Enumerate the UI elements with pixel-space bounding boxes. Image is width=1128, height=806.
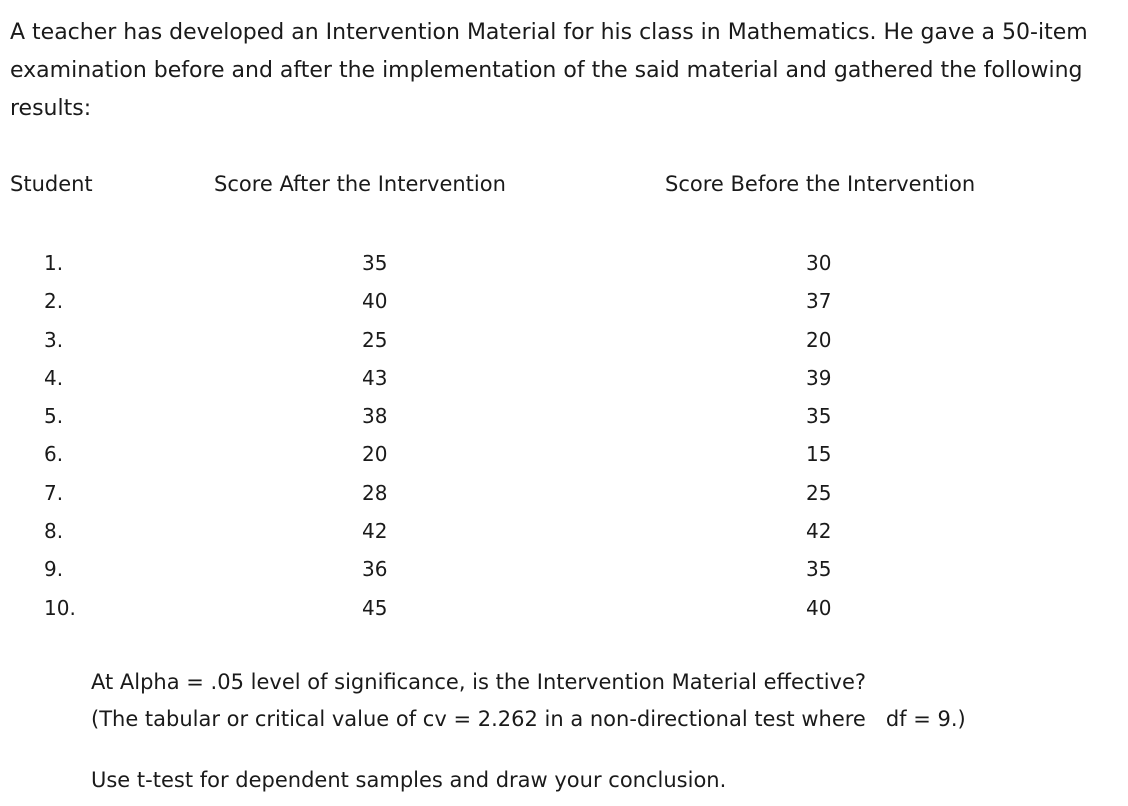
table-row — [0, 437, 1128, 475]
student-number: 6. — [44, 442, 64, 467]
score-after: 20 — [362, 442, 388, 467]
instruction-line: Use t-test for dependent samples and draw your conclusion. — [91, 768, 727, 792]
problem-statement: A teacher has developed an Intervention Material for his class in Mathematics. He gave a 50-item examination before and after the implementation of the said material and gathered the following results: — [10, 20, 1088, 121]
score-after: 25 — [362, 327, 388, 352]
score-before: 42 — [806, 519, 832, 544]
student-number: 2. — [44, 289, 64, 314]
question-line-critical-value: (The tabular or critical value of cv = 2.262 in a non-directional test where df = 9.) — [91, 707, 966, 731]
table-row — [0, 591, 1128, 629]
score-before: 35 — [806, 404, 832, 429]
table-row — [0, 552, 1128, 590]
score-after: 35 — [362, 251, 388, 275]
score-before: 35 — [806, 557, 832, 582]
table-row — [0, 284, 1128, 322]
header-score-before: Score Before the Intervention — [665, 172, 976, 196]
scores-table — [0, 246, 1128, 629]
score-before: 25 — [806, 480, 832, 505]
question-line-alpha: At Alpha = .05 level of significance, is the Intervention Material effective? — [91, 670, 867, 694]
score-after: 45 — [362, 595, 388, 620]
score-before: 39 — [806, 365, 832, 390]
header-student: Student — [10, 172, 93, 196]
table-row — [0, 361, 1128, 399]
question-block — [91, 664, 966, 738]
student-number: 9. — [44, 557, 64, 582]
table-row — [0, 246, 1128, 284]
student-number: 3. — [44, 327, 64, 352]
table-row — [0, 323, 1128, 361]
score-before: 20 — [806, 327, 832, 352]
score-after: 28 — [362, 480, 388, 505]
score-before: 30 — [806, 251, 832, 275]
student-number: 4. — [44, 365, 64, 390]
score-before: 37 — [806, 289, 832, 314]
score-after: 43 — [362, 365, 388, 390]
student-number: 8. — [44, 519, 64, 544]
student-number: 10. — [44, 595, 76, 620]
table-row — [0, 514, 1128, 552]
student-number: 1. — [44, 251, 64, 275]
table-row — [0, 476, 1128, 514]
score-after: 40 — [362, 289, 388, 314]
score-after: 42 — [362, 519, 388, 544]
score-after: 36 — [362, 557, 388, 582]
header-score-after: Score After the Intervention — [214, 172, 506, 196]
student-number: 5. — [44, 404, 64, 429]
score-before: 40 — [806, 595, 832, 620]
student-number: 7. — [44, 480, 64, 505]
score-before: 15 — [806, 442, 832, 467]
table-row — [0, 399, 1128, 437]
score-after: 38 — [362, 404, 388, 429]
